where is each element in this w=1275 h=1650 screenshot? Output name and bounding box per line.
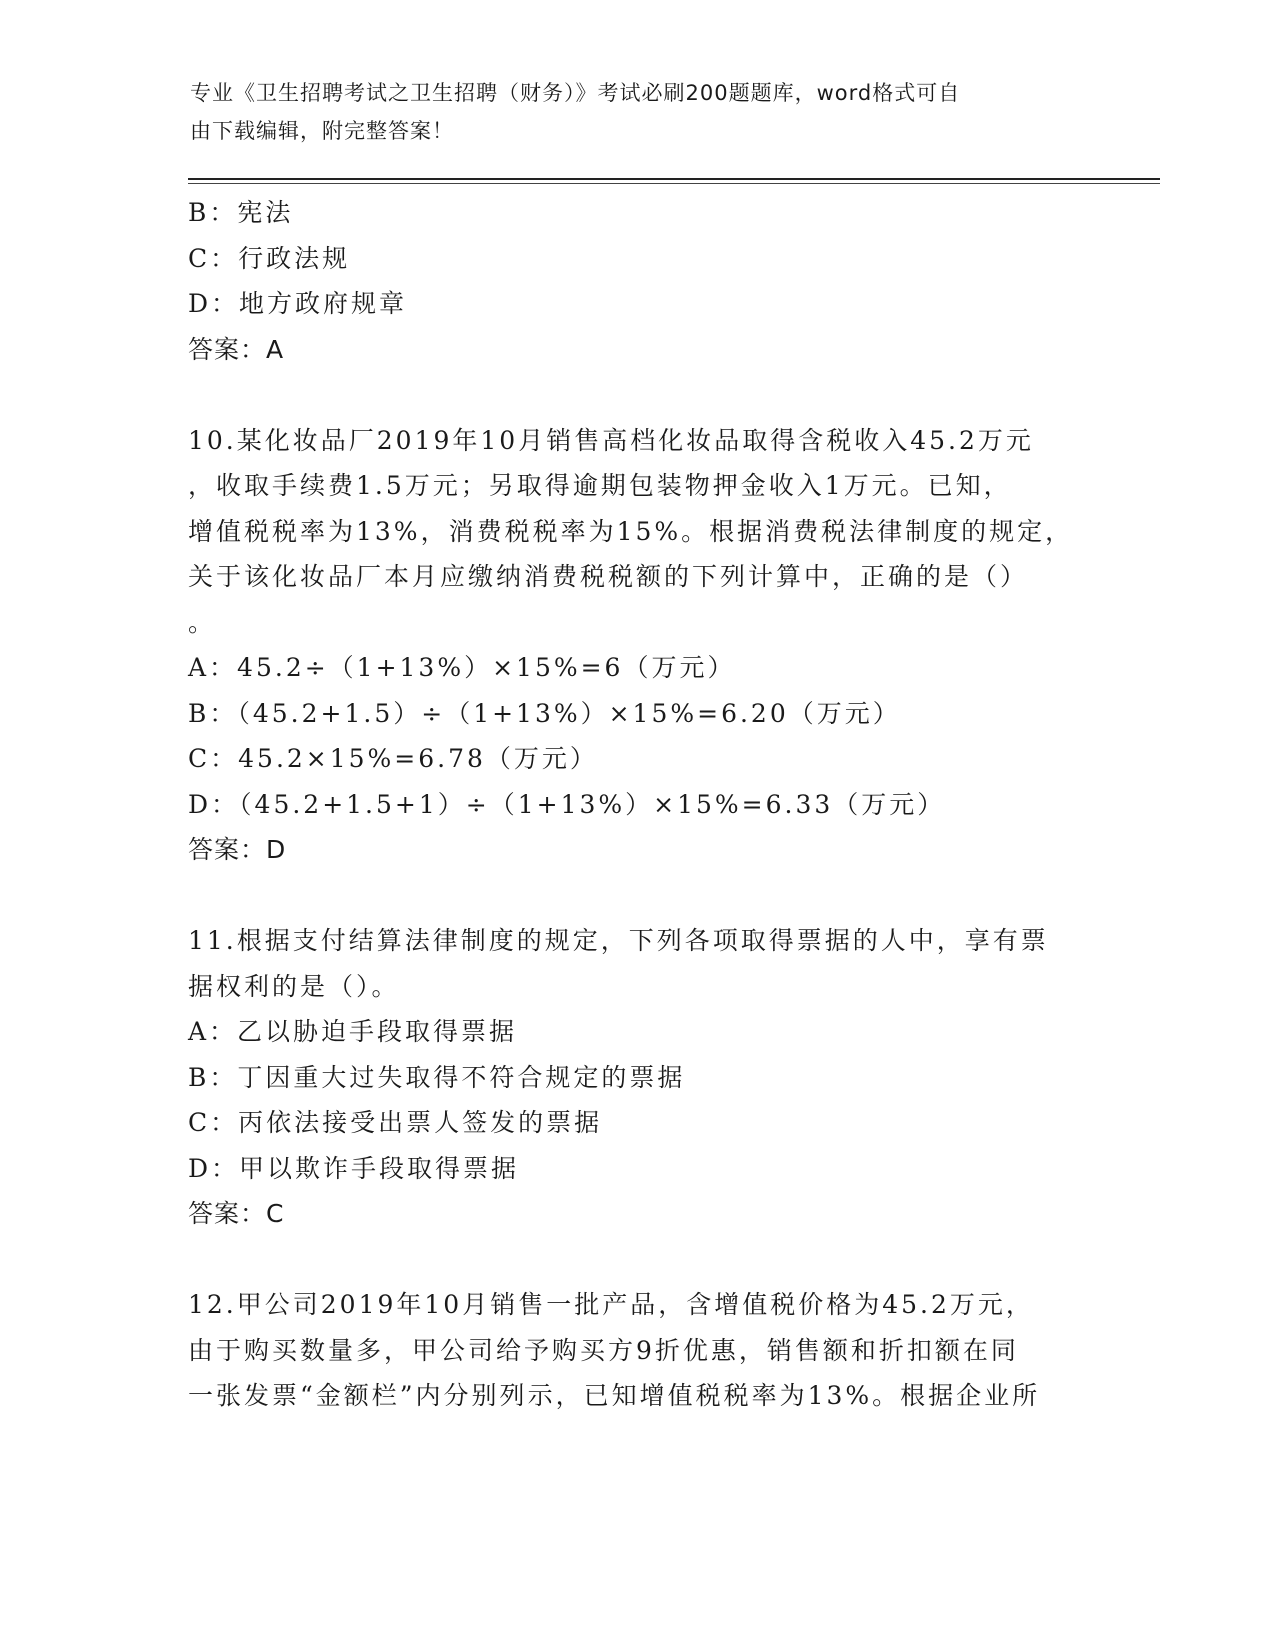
option: D：甲以欺诈手段取得票据 bbox=[188, 1153, 520, 1183]
option: D：地方政府规章 bbox=[188, 289, 408, 318]
spacer bbox=[188, 873, 1088, 919]
option: C：丙依法接受出票人签发的票据 bbox=[188, 1108, 603, 1137]
option: B：（45.2+1.5）÷（1+13%）×15%=6.20（万元） bbox=[188, 698, 901, 728]
question-list bbox=[188, 190, 1088, 1419]
question-stem-line: 关于该化妆品厂本月应缴纳消费税税额的下列计算中，正确的是（） bbox=[188, 562, 1029, 591]
header-line: 由下载编辑，附完整答案！ bbox=[190, 119, 454, 143]
header-divider bbox=[188, 178, 1160, 180]
answer: 答案：A bbox=[188, 334, 285, 364]
option: A：45.2÷（1+13%）×15%=6（万元） bbox=[188, 653, 736, 682]
question-stem-line: 11.根据支付结算法律制度的规定，下列各项取得票据的人中，享有票 bbox=[188, 926, 1049, 955]
option: C：45.2×15%=6.78（万元） bbox=[188, 744, 598, 773]
question-stem-line: 增值税税率为13%，消费税税率为15%。根据消费税法律制度的规定， bbox=[188, 516, 1074, 546]
spacer bbox=[188, 1237, 1088, 1283]
question-stem-line: 据权利的是（）。 bbox=[188, 971, 400, 1001]
spacer bbox=[188, 372, 1088, 418]
header-line: 专业《卫生招聘考试之卫生招聘（财务）》考试必刷200题题库，word格式可自 bbox=[190, 81, 961, 105]
question-stem-line: 一张发票“金额栏”内分别列示，已知增值税税率为13%。根据企业所 bbox=[188, 1381, 1041, 1410]
question-9 bbox=[188, 190, 1088, 372]
question-stem-line: 由于购买数量多，甲公司给予购买方9折优惠，销售额和折扣额在同 bbox=[188, 1335, 1019, 1365]
option: B：丁因重大过失取得不符合规定的票据 bbox=[188, 1062, 686, 1092]
header-divider bbox=[188, 183, 1160, 184]
question-10 bbox=[188, 418, 1088, 873]
document-header bbox=[190, 74, 1070, 150]
question-stem-line: 12.甲公司2019年10月销售一批产品，含增值税价格为45.2万元， bbox=[188, 1290, 1034, 1319]
option: D：（45.2+1.5+1）÷（1+13%）×15%=6.33（万元） bbox=[188, 789, 946, 819]
answer: 答案：C bbox=[188, 1199, 285, 1228]
question-stem-line: 10.某化妆品厂2019年10月销售高档化妆品取得含税收入45.2万元 bbox=[188, 425, 1034, 455]
question-stem-line: ，收取手续费1.5万元；另取得逾期包装物押金收入1万元。已知， bbox=[188, 471, 1012, 500]
option: B：宪法 bbox=[188, 198, 294, 227]
option: C：行政法规 bbox=[188, 243, 351, 273]
question-stem-line: 。 bbox=[188, 607, 217, 637]
question-11 bbox=[188, 918, 1088, 1237]
question-12 bbox=[188, 1282, 1088, 1419]
answer: 答案：D bbox=[188, 835, 287, 864]
option: A：乙以胁迫手段取得票据 bbox=[188, 1017, 518, 1046]
